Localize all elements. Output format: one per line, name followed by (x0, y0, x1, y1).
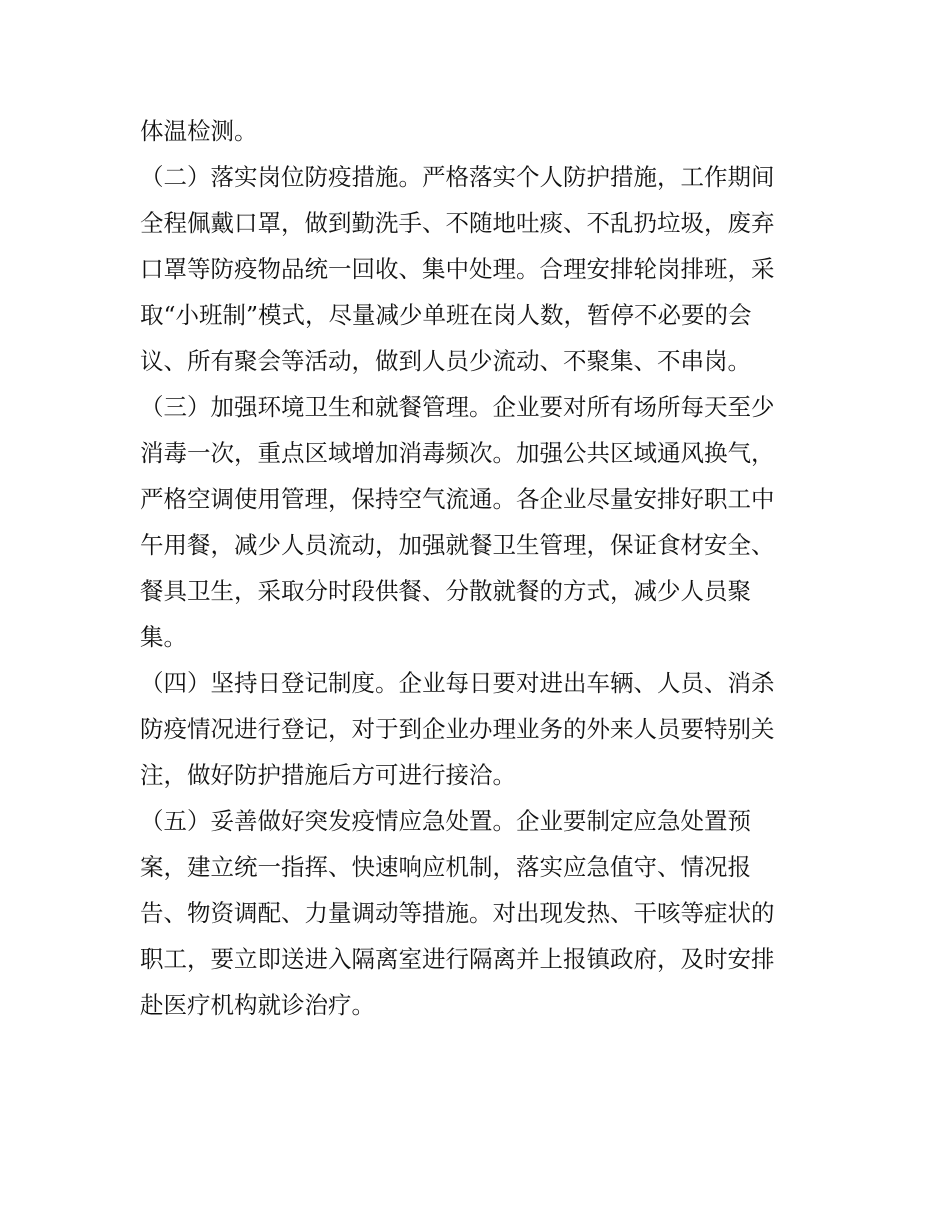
text-line: 取“小班制”模式，尽量减少单班在岗人数，暂停不必要的会 (140, 301, 752, 329)
text-line: 议、所有聚会等活动，做到人员少流动、不聚集、不串岗。 (140, 347, 751, 375)
text-line: （二）落实岗位防疫措施。严格落实个人防护措施，工作期间 (140, 163, 775, 191)
document-body (140, 108, 820, 1028)
text-line: 注，做好防护措施后方可进行接洽。 (140, 761, 516, 789)
text-line: （五）妥善做好突发疫情应急处置。企业要制定应急处置预 (140, 807, 751, 835)
text-line: 口罩等防疫物品统一回收、集中处理。合理安排轮岗排班，采 (140, 255, 775, 283)
text-line: 午用餐，减少人员流动，加强就餐卫生管理，保证食材安全、 (140, 531, 775, 559)
text-line: 职工，要立即送进入隔离室进行隔离并上报镇政府，及时安排 (140, 945, 775, 973)
text-line: 体温检测。 (140, 117, 258, 145)
text-line: 赴医疗机构就诊治疗。 (140, 991, 375, 1019)
text-line: （四）坚持日登记制度。企业每日要对进出车辆、人员、消杀 (140, 669, 775, 697)
text-line: 严格空调使用管理，保持空气流通。各企业尽量安排好职工中 (140, 485, 775, 513)
text-line: 告、物资调配、力量调动等措施。对出现发热、干咳等症状的 (140, 899, 775, 927)
text-line: 全程佩戴口罩，做到勤洗手、不随地吐痰、不乱扔垃圾，废弃 (140, 209, 775, 237)
text-line: 消毒一次，重点区域增加消毒频次。加强公共区域通风换气， (140, 439, 775, 467)
text-line: 集。 (140, 623, 187, 651)
text-line: （三）加强环境卫生和就餐管理。企业要对所有场所每天至少 (140, 393, 775, 421)
text-line: 防疫情况进行登记，对于到企业办理业务的外来人员要特别关 (140, 715, 775, 743)
text-line: 案，建立统一指挥、快速响应机制，落实应急值守、情况报 (140, 853, 751, 881)
text-line: 餐具卫生，采取分时段供餐、分散就餐的方式，减少人员聚 (140, 577, 751, 605)
